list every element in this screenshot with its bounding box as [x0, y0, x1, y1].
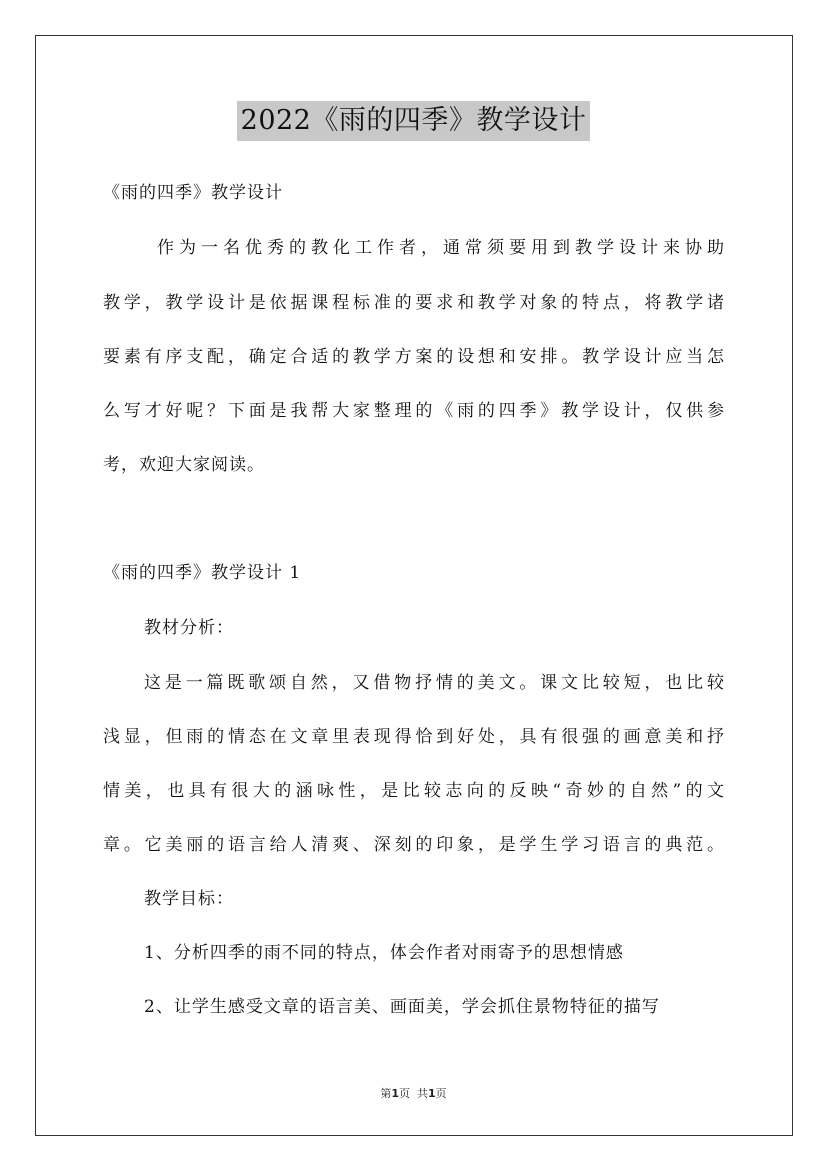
goal-item: 2、让学生感受文章的语言美、画面美，学会抓住景物特征的描写 — [144, 997, 660, 1017]
subtitle: 《雨的四季》教学设计 — [103, 183, 283, 203]
goal-item: 1、分析四季的雨不同的特点，体会作者对雨寄予的思想情感 — [144, 943, 624, 963]
footer-page-number: 1 — [391, 1087, 399, 1100]
intro-line: 么写才好呢？下面是我帮大家整理的《雨的四季》教学设计，仅供参 — [103, 401, 725, 421]
section-heading: 《雨的四季》教学设计 1 — [103, 563, 302, 583]
footer-total-prefix: 共 — [417, 1087, 428, 1100]
footer-total-suffix: 页 — [435, 1087, 447, 1100]
title-container — [0, 101, 827, 141]
material-label: 教材分析： — [144, 618, 234, 638]
material-line: 情美，也具有很大的涵咏性，是比较志向的反映“奇妙的自然”的文 — [103, 781, 725, 801]
material-line: 这是一篇既歌颂自然，又借物抒情的美文。课文比较短，也比较 — [144, 673, 725, 693]
footer-page-suffix: 页 — [399, 1087, 410, 1100]
document-title: 2022《雨的四季》教学设计 — [237, 101, 591, 141]
footer-total-number: 1 — [428, 1087, 436, 1100]
page-footer — [0, 1085, 827, 1101]
intro-line: 考，欢迎大家阅读。 — [103, 455, 265, 475]
intro-line: 教学，教学设计是依据课程标准的要求和教学对象的特点，将教学诸 — [103, 293, 725, 313]
footer-page-prefix: 第 — [380, 1087, 392, 1100]
intro-line: 作为一名优秀的教化工作者，通常须要用到教学设计来协助 — [157, 238, 725, 258]
material-line: 浅显，但雨的情态在文章里表现得恰到好处，具有很强的画意美和抒 — [103, 727, 725, 747]
goals-label: 教学目标： — [144, 889, 234, 909]
intro-line: 要素有序支配，确定合适的教学方案的设想和安排。教学设计应当怎 — [103, 347, 725, 367]
material-line: 章。它美丽的语言给人清爽、深刻的印象，是学生学习语言的典范。 — [103, 835, 725, 855]
